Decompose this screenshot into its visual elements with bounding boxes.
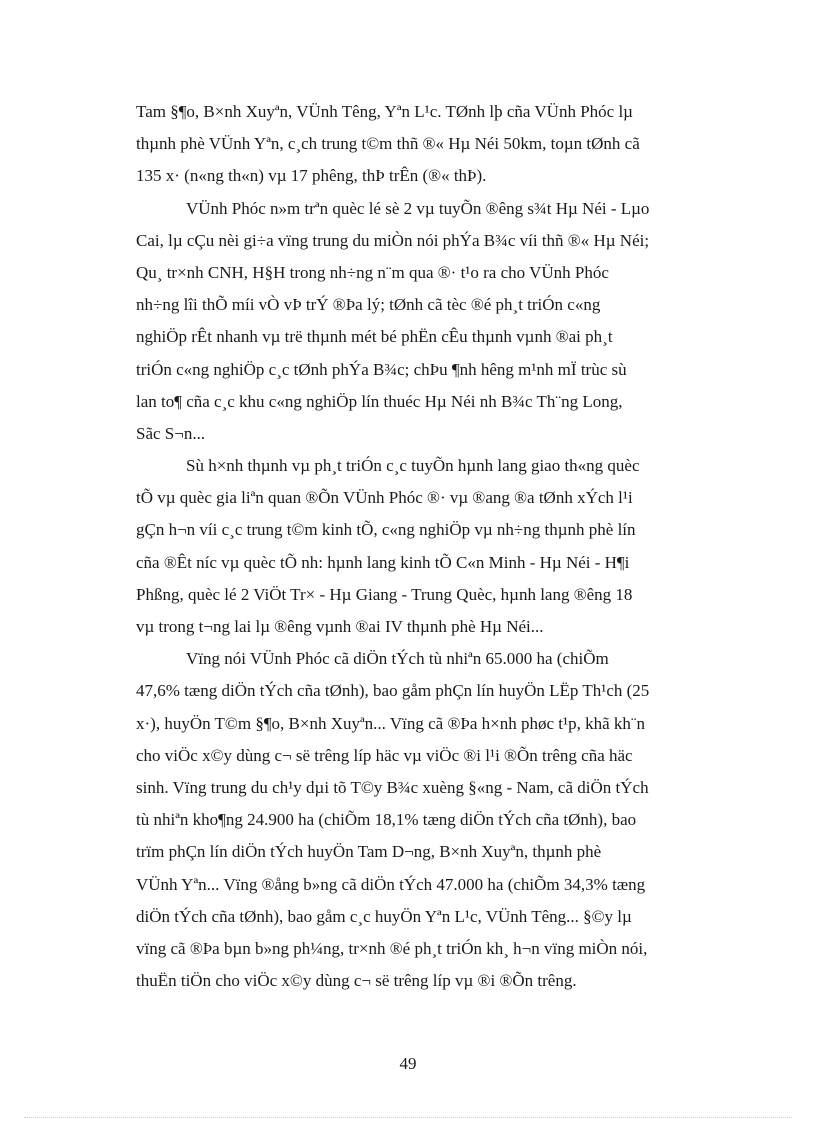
text-line: Qu¸ tr×nh CNH, H§H trong nh÷ng n¨m qua ®· t¹o ra cho VÜnh Phóc: [136, 262, 609, 282]
paragraph-3: [136, 450, 721, 643]
text-line: vïng cã ®Þa bµn b»ng ph¼ng, tr×nh ®é ph¸t triÓn kh¸ h¬n vïng miÒn nói,: [136, 938, 648, 958]
text-line: VÜnh Yªn... Vïng ®ång b»ng cã diÖn tÝch 47.000 ha (chiÕm 34,3% tæng: [136, 874, 646, 894]
text-line: tù nhiªn kho¶ng 24.900 ha (chiÕm 18,1% tæng diÖn tÝch cña tØnh), bao: [136, 810, 637, 830]
text-line: lan to¶ cña c¸c khu c«ng nghiÖp lín thuéc Hµ Néi nh B¾c Th¨ng Long,: [136, 391, 623, 411]
text-line: Tam §¶o, B×nh Xuyªn, VÜnh Têng, Yªn L¹c. TØnh lþ cña VÜnh Phóc lµ: [136, 102, 633, 121]
text-line: thµnh phè VÜnh Yªn, c¸ch trung t©m thñ ®« Hµ Néi 50km, toµn tØnh cã: [136, 134, 640, 154]
text-line: thuËn tiÖn cho viÖc x©y dùng c¬ së trêng líp vµ ®i ®Õn trêng.: [136, 971, 577, 991]
text-line: Phßng, quèc lé 2 ViÖt Tr× - Hµ Giang - Trung Quèc, hµnh lang ®êng 18: [136, 584, 633, 604]
text-line: triÓn c«ng nghiÖp c¸c tØnh phÝa B¾c; chÞu ¶nh hêng m¹nh mÏ trùc sù: [136, 359, 627, 379]
text-line: Cai, lµ cÇu nèi gi÷a vïng trung du miÒn nói phÝa B¾c víi thñ ®« Hµ Néi;: [136, 230, 650, 250]
text-line: sinh. Vïng trung du ch¹y dµi tõ T©y B¾c xuèng §«ng - Nam, cã diÖn tÝch: [136, 777, 649, 797]
text-line: VÜnh Phóc n»m trªn quèc lé sè 2 vµ tuyÕn ®êng s¾t Hµ Néi - Lµo: [186, 198, 650, 218]
text-line: Sãc S¬n...: [136, 423, 206, 443]
page-number: 49: [399, 1054, 417, 1073]
text-line: gÇn h¬n víi c¸c trung t©m kinh tÕ, c«ng nghiÖp vµ nh÷ng thµnh phè lín: [136, 520, 636, 540]
paragraph-2: [136, 193, 721, 451]
text-line: vµ trong t¬ng lai lµ ®êng vµnh ®ai IV thµnh phè Hµ Néi...: [136, 617, 544, 636]
paragraph-1: [136, 96, 721, 193]
body-text: [136, 96, 721, 997]
text-line: nghiÖp rÊt nhanh vµ trë thµnh mét bé phËn cÊu thµnh vµnh ®ai ph¸t: [136, 327, 613, 347]
text-line: Vïng nói VÜnh Phóc cã diÖn tÝch tù nhiªn 65.000 ha (chiÕm: [186, 649, 609, 669]
page-bottom-divider: [24, 1117, 792, 1118]
text-line: diÖn tÝch cña tØnh), bao gåm c¸c huyÖn Yªn L¹c, VÜnh Têng... §©y lµ: [136, 906, 632, 926]
text-line: trïm phÇn lín diÖn tÝch huyÖn Tam D¬ng, B×nh Xuyªn, thµnh phè: [136, 842, 602, 862]
text-line: nh÷ng lîi thÕ míi vÒ vÞ trÝ ®Þa lý; tØnh cã tèc ®é ph¸t triÓn c«ng: [136, 295, 601, 315]
text-line: cho viÖc x©y dùng c¬ së trêng líp häc vµ viÖc ®i l¹i ®Õn trêng cña häc: [136, 745, 633, 765]
text-line: 135 x· (n«ng th«n) vµ 17 phêng, thÞ trÊn (®« thÞ).: [136, 166, 487, 186]
text-line: Sù h×nh thµnh vµ ph¸t triÓn c¸c tuyÕn hµnh lang giao th«ng quèc: [186, 456, 640, 476]
text-line: cña ®Êt níc vµ quèc tÕ nh: hµnh lang kinh tÕ C«n Minh - Hµ Néi - H¶i: [136, 552, 630, 572]
text-line: 47,6% tæng diÖn tÝch cña tØnh), bao gåm phÇn lín huyÖn LËp Th¹ch (25: [136, 681, 650, 701]
text-line: x·), huyÖn T©m §¶o, B×nh Xuyªn... Vïng cã ®Þa h×nh phøc t¹p, khã kh¨n: [136, 713, 646, 733]
paragraph-4: [136, 643, 721, 997]
text-line: tÕ vµ quèc gia liªn quan ®Õn VÜnh Phóc ®· vµ ®ang ®a tØnh xÝch l¹i: [136, 488, 633, 508]
